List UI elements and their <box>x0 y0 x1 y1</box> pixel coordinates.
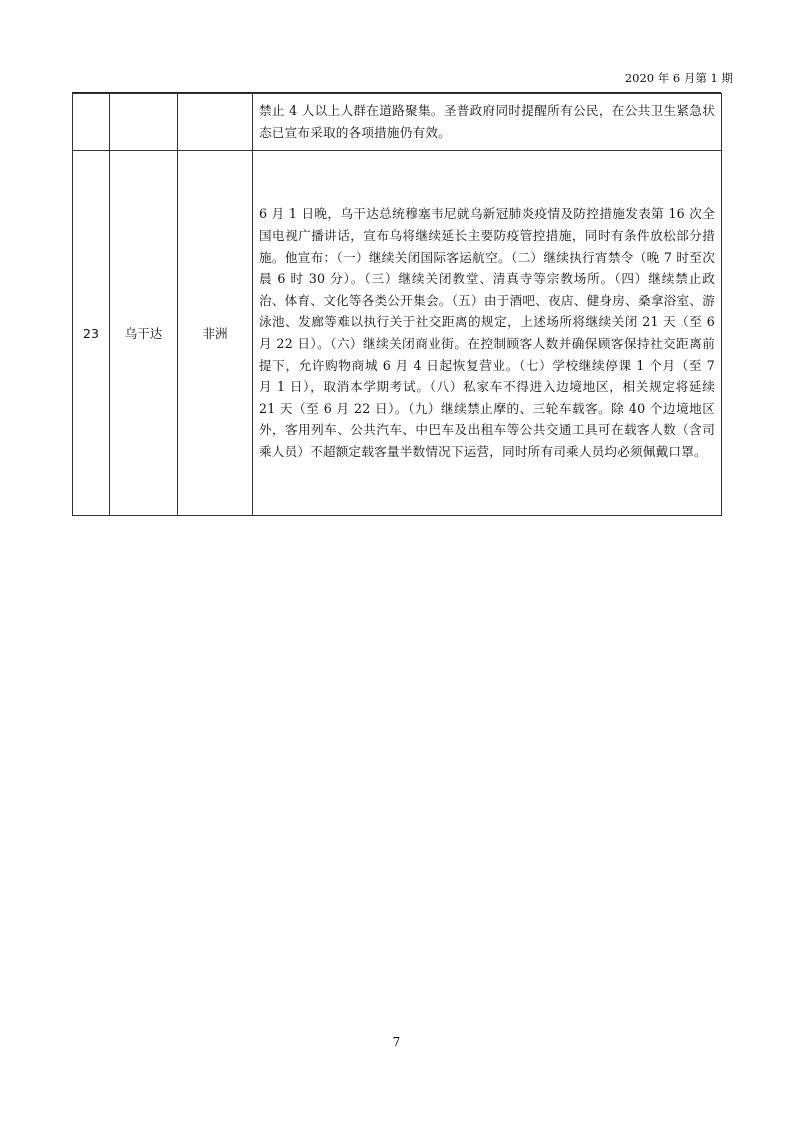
measures-table <box>72 93 722 516</box>
row-number-cell: 23 <box>73 151 110 516</box>
table-row <box>73 94 722 151</box>
country-cell <box>110 94 178 151</box>
page-number: 7 <box>392 1035 401 1049</box>
measures-content-cell: 6 月 1 日晚，乌干达总统穆塞韦尼就乌新冠肺炎疫情及防控措施发表第 16 次全国电视广播讲话，宣布乌将继续延长主要防疫管控措施，同时有条件放松部分措施。他宣布：（一）继续关闭国际客运航空。（二）继续执行宵禁令（晚 7 时至次晨 6 时 30 分）。（三）继续关闭教堂、清真寺等宗教场所。（四）继续禁止政治、体育、文化等各类公开集会。（五）由于酒吧、夜店、健身房、桑拿浴室、游泳池、发廊等难以执行关于社交距离的规定，上述场所将继续关闭 21 天（至 6 月 22 日）。（六）继续关闭商业街。在控制顾客人数并确保顾客保持社交距离前提下，允许购物商城 6 月 4 日起恢复营业。（七）学校继续停课 1 个月（至 7 月 1 日），取消本学期考试。（八）私家车不得进入边境地区，相关规定将延续 21 天（至 6 月 22 日）。（九）继续禁止摩的、三轮车载客。除 40 个边境地区外，客用列车、公共汽车、中巴车及出租车等公共交通工具可在载客人数（含司乘人员）不超额定载客量半数情况下运营，同时所有司乘人员均必须佩戴口罩。 <box>253 151 722 516</box>
country-cell: 乌干达 <box>110 151 178 516</box>
table-row <box>73 151 722 516</box>
region-cell <box>178 94 253 151</box>
measures-content-cell: 禁止 4 人以上人群在道路聚集。圣普政府同时提醒所有公民，在公共卫生紧急状态已宣布采取的各项措施仍有效。 <box>253 94 722 151</box>
row-number-cell <box>73 94 110 151</box>
issue-header: 2020 年 6 月第 1 期 <box>624 71 733 85</box>
region-cell: 非洲 <box>178 151 253 516</box>
